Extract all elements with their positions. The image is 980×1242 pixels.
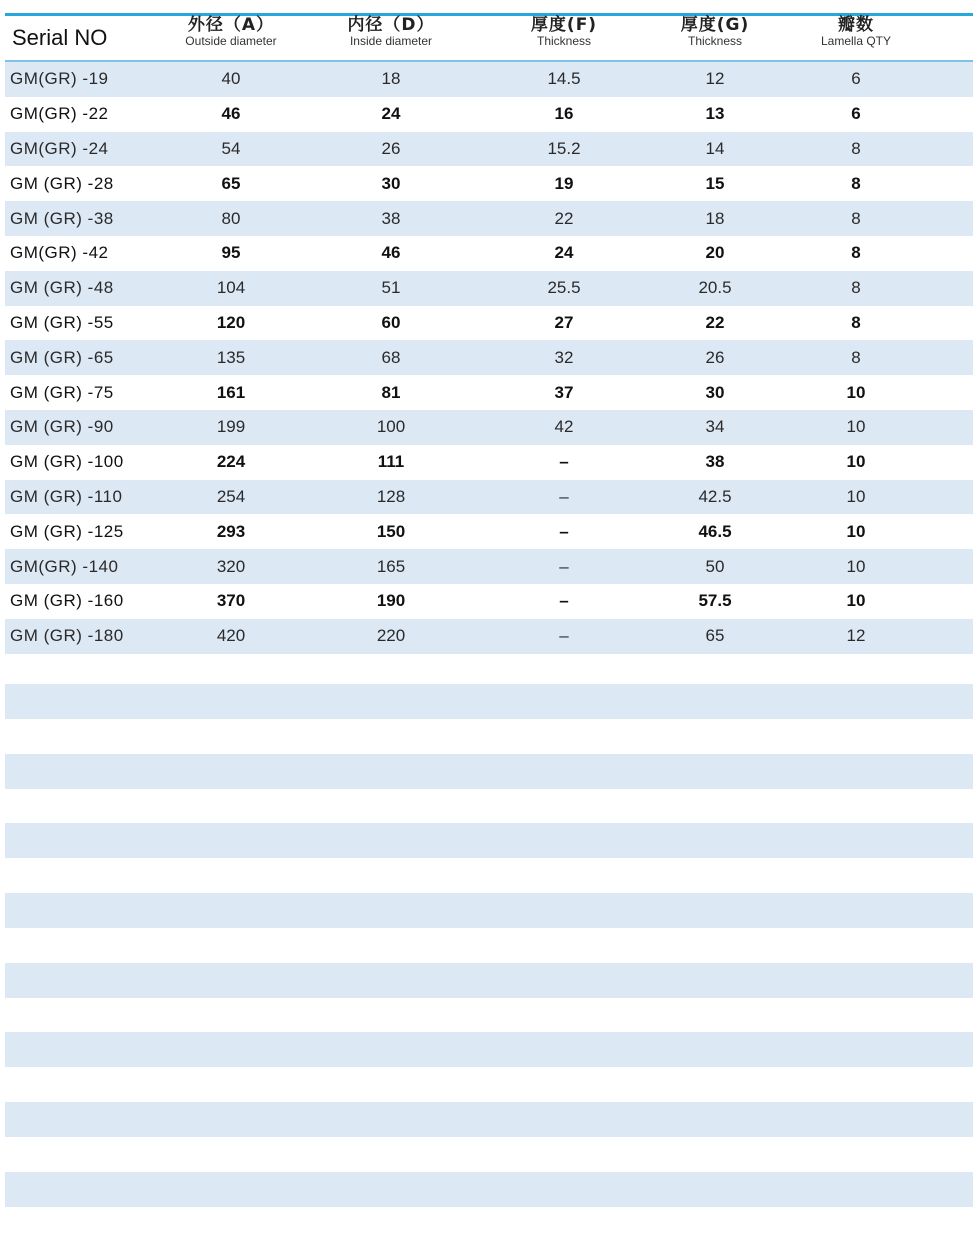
cell-lamella-qty: 10 xyxy=(846,521,866,541)
cell-thickness-f: 37 xyxy=(554,382,574,402)
cell-thickness-f: 27 xyxy=(554,312,574,332)
table-row xyxy=(5,201,973,236)
cell-thickness-g: 13 xyxy=(705,104,725,124)
cell-thickness-f: – xyxy=(559,521,569,541)
cell-thickness-g: 38 xyxy=(705,452,725,472)
table-row xyxy=(5,236,973,271)
cell-serial: GM (GR) -65 xyxy=(10,347,114,367)
cell-thickness-g: 42.5 xyxy=(698,486,732,506)
cell-serial: GM (GR) -28 xyxy=(10,173,114,193)
table-row xyxy=(5,410,973,445)
empty-band xyxy=(5,1102,973,1137)
cell-outside-diameter: 104 xyxy=(216,278,246,298)
header-lamella-qty: 瓣数 Lamella QTY xyxy=(820,15,892,48)
cell-thickness-g: 18 xyxy=(705,208,725,228)
cell-thickness-g: 20.5 xyxy=(698,278,732,298)
table-row xyxy=(5,445,973,480)
cell-outside-diameter: 65 xyxy=(221,173,241,193)
table-row xyxy=(5,271,973,306)
cell-thickness-g: 65 xyxy=(705,626,725,646)
cell-lamella-qty: 6 xyxy=(851,69,861,89)
cell-thickness-f: – xyxy=(559,591,569,611)
cell-outside-diameter: 320 xyxy=(216,556,246,576)
empty-band xyxy=(5,684,973,719)
cell-thickness-g: 50 xyxy=(705,556,725,576)
cell-outside-diameter: 224 xyxy=(216,452,246,472)
cell-thickness-f: 16 xyxy=(554,104,574,124)
cell-serial: GM(GR) -24 xyxy=(10,138,109,158)
cell-thickness-f: – xyxy=(559,452,569,472)
cell-inside-diameter: 165 xyxy=(376,556,406,576)
empty-band xyxy=(5,823,973,858)
cell-serial: GM (GR) -125 xyxy=(10,521,124,541)
cell-lamella-qty: 8 xyxy=(851,138,861,158)
cell-lamella-qty: 8 xyxy=(851,278,861,298)
cell-inside-diameter: 26 xyxy=(381,138,401,158)
cell-thickness-f: 22 xyxy=(554,208,574,228)
cell-serial: GM (GR) -48 xyxy=(10,278,114,298)
cell-serial: GM (GR) -38 xyxy=(10,208,114,228)
cell-lamella-qty: 10 xyxy=(846,591,866,611)
table-row xyxy=(5,166,973,201)
cell-serial: GM(GR) -22 xyxy=(10,104,109,124)
cell-thickness-g: 15 xyxy=(705,173,725,193)
cell-outside-diameter: 420 xyxy=(216,626,246,646)
cell-thickness-g: 22 xyxy=(705,312,725,332)
cell-thickness-g: 12 xyxy=(705,69,725,89)
cell-inside-diameter: 190 xyxy=(376,591,406,611)
cell-lamella-qty: 10 xyxy=(846,417,866,437)
header-outside-diameter: 外径（A） Outside diameter xyxy=(185,15,277,48)
cell-lamella-qty: 8 xyxy=(851,347,861,367)
empty-band xyxy=(5,754,973,789)
spec-table xyxy=(5,62,973,654)
cell-lamella-qty: 8 xyxy=(851,243,861,263)
cell-serial: GM (GR) -100 xyxy=(10,452,124,472)
cell-inside-diameter: 150 xyxy=(376,521,406,541)
cell-thickness-g: 34 xyxy=(705,417,725,437)
cell-lamella-qty: 8 xyxy=(851,173,861,193)
cell-inside-diameter: 30 xyxy=(381,173,401,193)
cell-outside-diameter: 40 xyxy=(221,69,241,89)
cell-thickness-g: 30 xyxy=(705,382,725,402)
cell-thickness-f: – xyxy=(559,486,569,506)
cell-serial: GM (GR) -160 xyxy=(10,591,124,611)
cell-inside-diameter: 100 xyxy=(376,417,406,437)
cell-inside-diameter: 60 xyxy=(381,312,401,332)
cell-serial: GM (GR) -75 xyxy=(10,382,114,402)
cell-outside-diameter: 161 xyxy=(216,382,246,402)
cell-thickness-f: – xyxy=(559,626,569,646)
cell-thickness-f: 15.2 xyxy=(547,138,581,158)
cell-inside-diameter: 81 xyxy=(381,382,401,402)
table-row xyxy=(5,619,973,654)
cell-serial: GM(GR) -19 xyxy=(10,69,109,89)
cell-inside-diameter: 51 xyxy=(381,278,401,298)
cell-thickness-g: 20 xyxy=(705,243,725,263)
cell-outside-diameter: 135 xyxy=(216,347,246,367)
cell-thickness-f: 32 xyxy=(554,347,574,367)
cell-inside-diameter: 38 xyxy=(381,208,401,228)
cell-outside-diameter: 46 xyxy=(221,104,241,124)
empty-band xyxy=(5,1172,973,1207)
table-row xyxy=(5,306,973,341)
cell-lamella-qty: 10 xyxy=(846,452,866,472)
cell-serial: GM(GR) -140 xyxy=(10,556,119,576)
table-row xyxy=(5,480,973,515)
empty-band xyxy=(5,963,973,998)
header-thickness-g: 厚度(G) Thickness xyxy=(680,15,750,48)
cell-inside-diameter: 18 xyxy=(381,69,401,89)
cell-inside-diameter: 220 xyxy=(376,626,406,646)
cell-serial: GM (GR) -180 xyxy=(10,626,124,646)
cell-outside-diameter: 80 xyxy=(221,208,241,228)
table-row xyxy=(5,375,973,410)
cell-lamella-qty: 10 xyxy=(846,382,866,402)
cell-outside-diameter: 254 xyxy=(216,486,246,506)
table-row xyxy=(5,132,973,167)
cell-serial: GM (GR) -55 xyxy=(10,312,114,332)
cell-inside-diameter: 128 xyxy=(376,486,406,506)
table-row xyxy=(5,549,973,584)
table-row xyxy=(5,340,973,375)
table-row xyxy=(5,584,973,619)
cell-inside-diameter: 111 xyxy=(377,452,405,472)
cell-thickness-f: 25.5 xyxy=(547,278,581,298)
cell-outside-diameter: 293 xyxy=(216,521,246,541)
cell-thickness-g: 57.5 xyxy=(698,591,732,611)
header-thickness-f: 厚度(F) Thickness xyxy=(530,15,598,48)
cell-thickness-f: 19 xyxy=(554,173,574,193)
cell-lamella-qty: 12 xyxy=(846,626,866,646)
table-row xyxy=(5,514,973,549)
cell-thickness-f: – xyxy=(559,556,569,576)
cell-inside-diameter: 24 xyxy=(381,104,401,124)
empty-band xyxy=(5,893,973,928)
header-inside-diameter: 内径（D） Inside diameter xyxy=(347,15,435,48)
empty-band xyxy=(5,1032,973,1067)
cell-outside-diameter: 199 xyxy=(216,417,246,437)
cell-outside-diameter: 54 xyxy=(221,138,241,158)
cell-lamella-qty: 10 xyxy=(846,486,866,506)
cell-thickness-f: 42 xyxy=(554,417,574,437)
cell-serial: GM(GR) -42 xyxy=(10,243,109,263)
table-row xyxy=(5,62,973,97)
cell-thickness-g: 46.5 xyxy=(698,521,732,541)
cell-inside-diameter: 68 xyxy=(381,347,401,367)
cell-inside-diameter: 46 xyxy=(381,243,401,263)
cell-serial: GM (GR) -110 xyxy=(10,486,123,506)
cell-lamella-qty: 8 xyxy=(851,208,861,228)
cell-lamella-qty: 8 xyxy=(851,312,861,332)
cell-serial: GM (GR) -90 xyxy=(10,417,114,437)
header-serial-no: Serial NO xyxy=(12,25,108,50)
cell-thickness-g: 14 xyxy=(705,138,725,158)
cell-outside-diameter: 370 xyxy=(216,591,246,611)
empty-banded-rows xyxy=(5,684,973,1242)
table-row xyxy=(5,97,973,132)
cell-thickness-g: 26 xyxy=(705,347,725,367)
cell-thickness-f: 24 xyxy=(554,243,574,263)
table-header xyxy=(5,16,973,60)
cell-outside-diameter: 95 xyxy=(221,243,241,263)
cell-outside-diameter: 120 xyxy=(216,312,246,332)
cell-lamella-qty: 6 xyxy=(851,104,861,124)
cell-thickness-f: 14.5 xyxy=(547,69,581,89)
cell-lamella-qty: 10 xyxy=(846,556,866,576)
